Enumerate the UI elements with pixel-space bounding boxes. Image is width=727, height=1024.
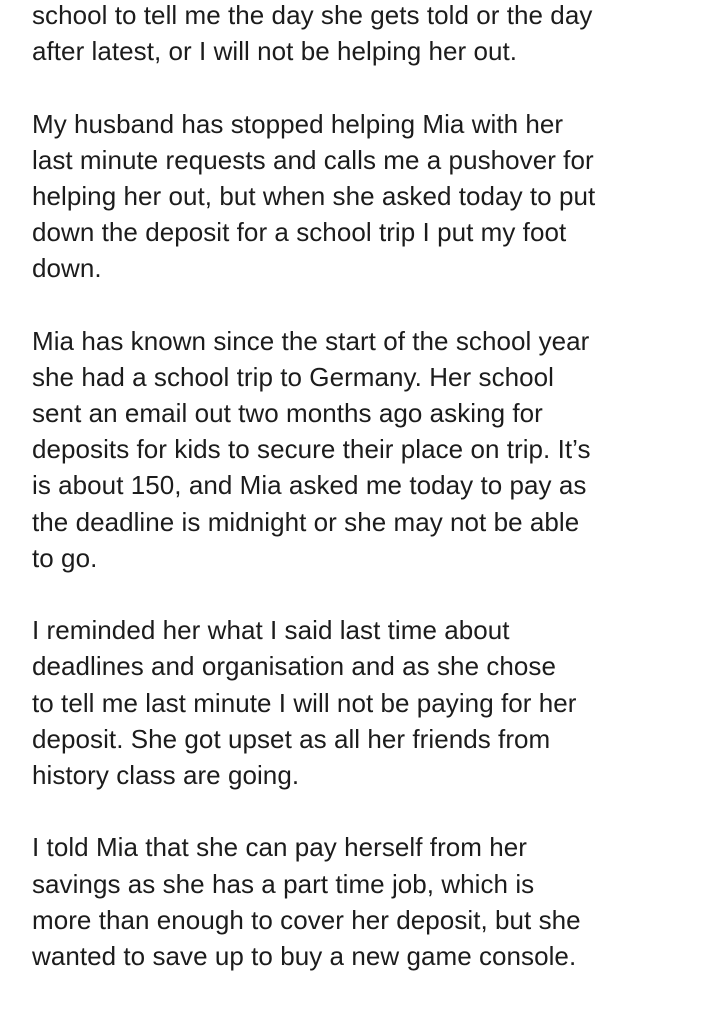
text-line: is about 150, and Mia asked me today to pay as bbox=[32, 470, 587, 501]
text-line: more than enough to cover her deposit, but she bbox=[32, 904, 581, 935]
text-line: My husband has stopped helping Mia with her bbox=[32, 108, 564, 139]
text-line: wanted to save up to buy a new game console. bbox=[32, 940, 577, 971]
text-line: helping her out, but when she asked today to put bbox=[32, 180, 596, 211]
text-line: after latest, or I will not be helping her out. bbox=[32, 36, 518, 67]
paragraph-gap bbox=[32, 287, 722, 323]
text-line: sent an email out two months ago asking for bbox=[32, 398, 543, 429]
post-body bbox=[32, 0, 722, 974]
text-line: down the deposit for a school trip I put my foot bbox=[32, 217, 567, 248]
text-line: down. bbox=[32, 253, 102, 284]
text-line: Mia has known since the start of the school year bbox=[32, 325, 590, 356]
text-line: deposits for kids to secure their place on trip. It’s bbox=[32, 434, 591, 465]
text-line: deposit. She got upset as all her friends from bbox=[32, 723, 551, 754]
paragraph-1 bbox=[32, 0, 722, 69]
paragraph-gap bbox=[32, 69, 722, 105]
text-line: the deadline is midnight or she may not be able bbox=[32, 506, 580, 537]
paragraph-gap bbox=[32, 793, 722, 829]
paragraph-5 bbox=[32, 829, 722, 974]
paragraph-gap bbox=[32, 576, 722, 612]
text-line: she had a school trip to Germany. Her school bbox=[32, 361, 554, 392]
paragraph-4 bbox=[32, 612, 722, 793]
text-line: to tell me last minute I will not be paying for her bbox=[32, 687, 577, 718]
text-line: school to tell me the day she gets told or the day bbox=[32, 0, 593, 30]
text-line: deadlines and organisation and as she chose bbox=[32, 651, 556, 682]
text-line: I reminded her what I said last time about bbox=[32, 615, 510, 646]
text-line: last minute requests and calls me a pushover for bbox=[32, 144, 594, 175]
text-line: to go. bbox=[32, 542, 98, 573]
paragraph-2 bbox=[32, 106, 722, 287]
paragraph-3 bbox=[32, 323, 722, 576]
text-line: I told Mia that she can pay herself from her bbox=[32, 832, 527, 863]
text-line: savings as she has a part time job, which is bbox=[32, 868, 535, 899]
text-line: history class are going. bbox=[32, 759, 300, 790]
